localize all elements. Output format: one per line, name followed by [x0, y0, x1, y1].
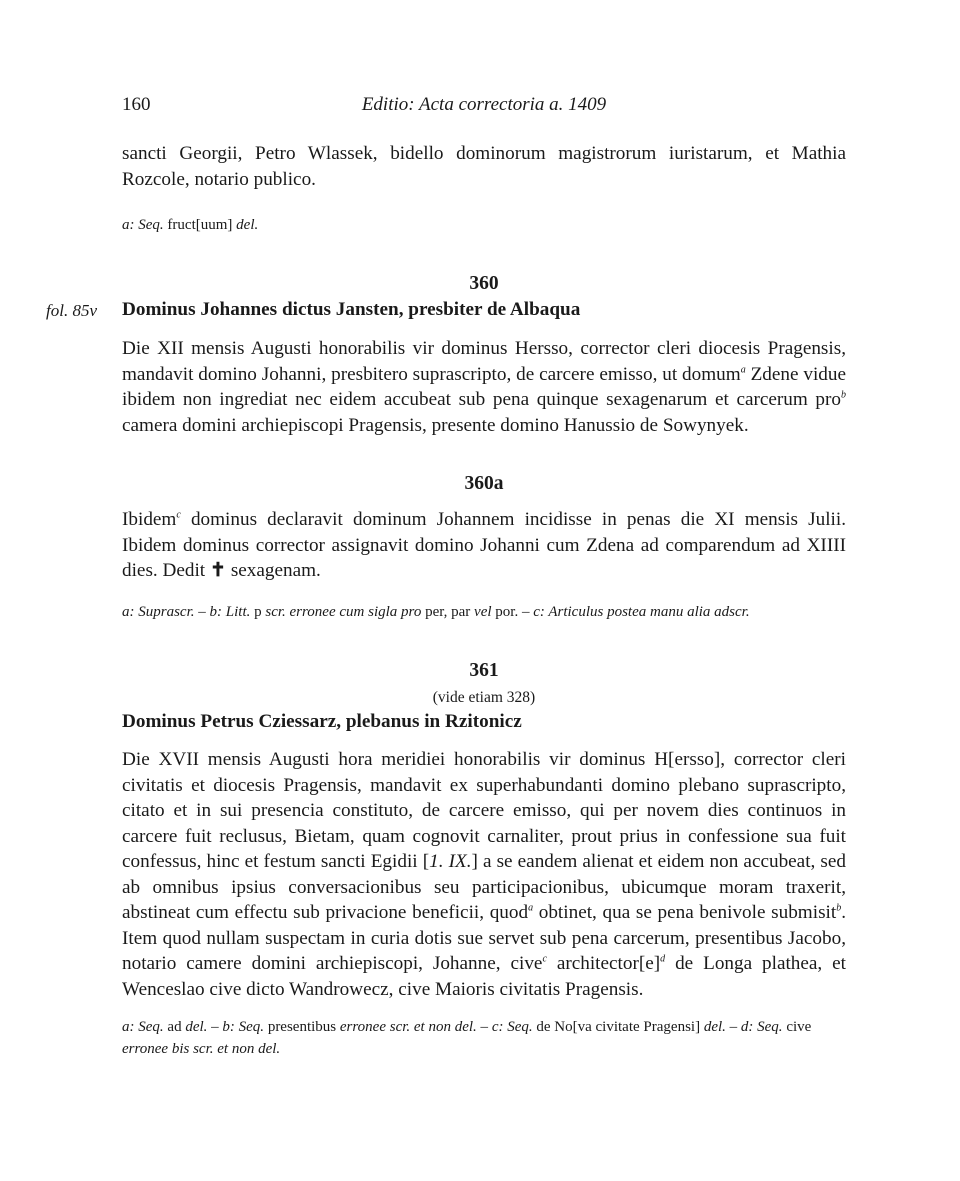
- page-header: [122, 94, 846, 118]
- entry-title-361: Dominus Petrus Cziessarz, plebanus in Rzitonicz: [122, 711, 522, 732]
- footnote-intro: a: Seq. fruct[uum] del.: [122, 217, 259, 233]
- footnotes-360: a: Suprascr. – b: Litt. p scr. erronee cum sigla pro per, par vel por. – c: Articulus postea manu alia adscr.: [122, 604, 750, 620]
- entry-title-360: Dominus Johannes dictus Jansten, presbiter de Albaqua: [122, 299, 581, 320]
- page-number: 160: [122, 94, 151, 115]
- entry-reference-361: (vide etiam 328): [432, 689, 536, 706]
- footnotes-361: a: Seq. ad del. – b: Seq. presentibus erronee scr. et non del. – c: Seq. de No[va civitate Pragensi] del. – d: Seq. cive erronee bis scr. et non del.: [122, 1019, 812, 1057]
- running-title: Editio: Acta correctoria a. 1409: [361, 94, 607, 115]
- entry-text-361: Die XVII mensis Augusti hora meridiei honorabilis vir dominus H[ersso], corrector cleri civitatis et diocesis Pragensis, mandavit ex superhabundanti domino plebano suprascripto, citato et in sui presencia constituto, de carcere emisso, qui per novem dies continuos in carcere fuit reclusus, Bietam, quam cognovit carnaliter, prout prius in confessione sua fuit confessus, hinc et festum sancti Egidii [1. IX.] a se eandem alienat et eidem non accubeat, sed ab omnibus ipsius conversacionibus seu participacionibus, ubicumque moram traxerit, abstineat cum effectu sub privacione beneficii, quod$^a$ obtinet, qua se pena benivole submisit$^b$. Item quod nullam suspectam in curia dotis sue servet sub pena carcerum, presentibus Jacobo, notario camere domini archiepiscopi, Johanne, cive$^c$ $architector[e]^d$ de Longa plathea, et Wenceslao cive dicto Wandrowecz, cive Maioris civitatis Pragensis.: [122, 749, 847, 1000]
- entry-number-361: 361: [469, 660, 499, 681]
- entry-text-360a: Ibidem$^c$ dominus declaravit dominum Johannem incidisse in penas die XI mensis Julii. Ibidem dominus corrector assignavit domino Johanni cum Zdena ad comparendum ad XIIII dies. Dedit ✝ sexagenam.: [122, 509, 846, 581]
- folio-margin-note: fol. 85v: [46, 301, 97, 320]
- entry-number-360: 360: [469, 273, 499, 294]
- entry-text-360: Die XII mensis Augusti honorabilis vir dominus Hersso, corrector cleri diocesis Pragensis, mandavit domino Johanni, presbitero suprascripto, de carcere emisso, ut domum$^a$ Zdene vidue ibidem non ingrediat nec eidem accubeat sub pena quinque sexagenarum et carcerum pro$^b$ camera domini archiepiscopi Pragensis, presente domino Hanussio de Sowynyek.: [122, 338, 846, 436]
- intro-paragraph: sancti Georgii, Petro Wlassek, bidello dominorum magistrorum iuristarum, et Mathia Rozcole, notario publico.: [122, 143, 846, 190]
- cross-symbol: ✝: [209, 560, 227, 581]
- entry-number-360a: 360a: [464, 473, 504, 494]
